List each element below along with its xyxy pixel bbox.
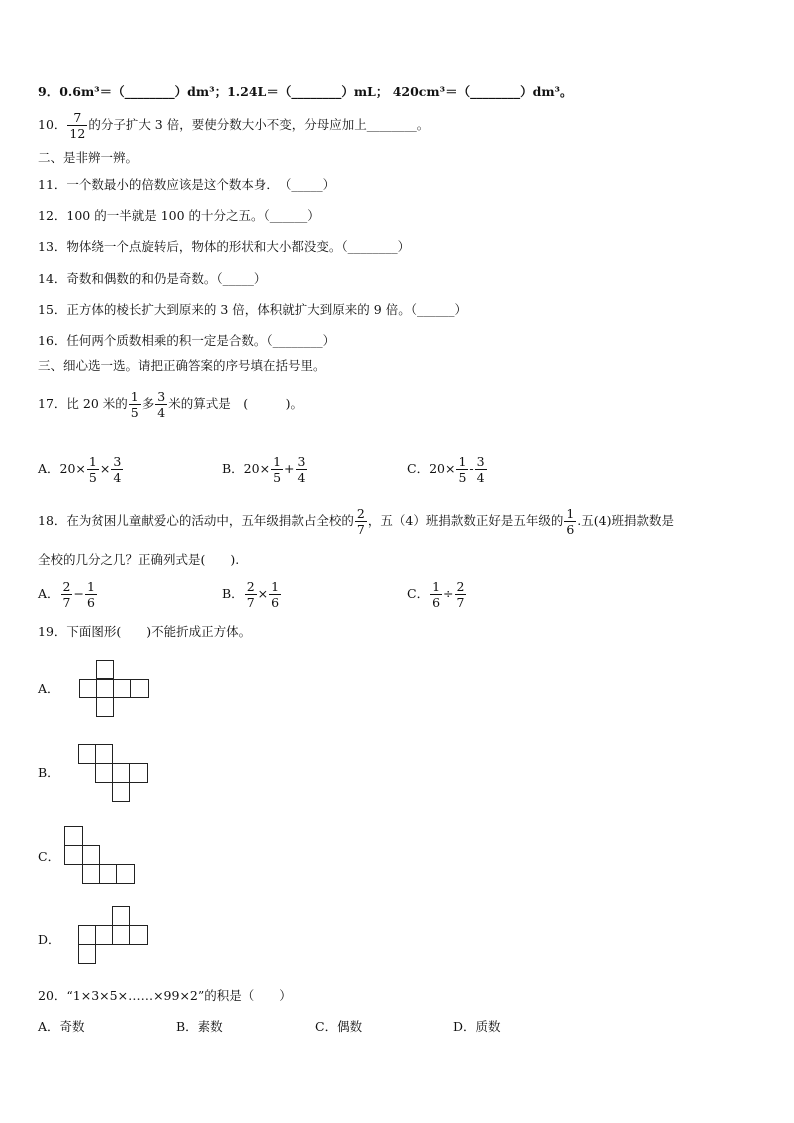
fraction-2-7 [355,506,367,537]
fraction [456,454,468,485]
numerator: 2 [246,579,255,594]
fraction-7-12 [67,110,87,141]
fraction [269,579,281,610]
operator: - [469,461,474,476]
q18-option-b[interactable] [222,579,282,610]
question-18-text-mid: ，五（4）班捐款数正好是五年级的 [367,513,564,528]
operator: × [257,586,269,601]
option-label: B．20× [222,461,271,476]
fraction [61,579,73,610]
q17-option-a[interactable] [38,454,124,485]
fraction [430,579,442,610]
cube-net-b [78,744,150,804]
question-19: 19．下面图形( )不能折成正方体。 [38,624,252,639]
question-18 [38,506,674,537]
q20-option-b[interactable]: B．素数 [176,1019,223,1034]
denominator: 5 [273,470,282,485]
question-17 [38,389,303,420]
option-label: A．20× [38,461,86,476]
operator: × [99,461,111,476]
question-10-text: 的分子扩大 3 倍，要使分数大小不变，分母应加上________。 [88,117,430,132]
question-15: 15．正方体的棱长扩大到原来的 3 倍，体积就扩大到原来的 9 倍。（______） [38,302,467,317]
section-3-title: 三、细心选一选。请把正确答案的序号填在括号里。 [38,358,326,373]
denominator: 7 [62,595,71,610]
question-17-text-end: 米的算式是 ( )。 [168,396,303,411]
numerator: 1 [432,579,441,594]
q20-option-d[interactable]: D．质数 [453,1019,501,1034]
q18-option-a[interactable] [38,579,98,610]
numerator: 1 [86,579,95,594]
operator: ÷ [443,586,454,601]
numerator: 1 [273,454,282,469]
question-9: 9．0.6m³＝（________）dm³；1.24L＝（________）mL； 420cm³＝（________）dm³。 [38,84,573,99]
denominator: 4 [297,470,306,485]
cube-net-d [78,906,150,966]
q19-option-b-label[interactable]: B． [38,765,60,780]
denominator: 7 [356,522,365,537]
numerator: 1 [566,506,575,521]
q17-option-c[interactable] [407,454,488,485]
denominator: 4 [476,470,485,485]
q20-option-a[interactable]: A．奇数 [38,1019,85,1034]
option-label: C．20× [407,461,456,476]
numerator: 2 [456,579,465,594]
denominator: 6 [271,595,280,610]
q19-option-a-label[interactable]: A． [38,681,60,696]
fraction-1-5 [129,389,141,420]
numerator: 1 [271,579,280,594]
denominator: 6 [432,595,441,610]
q19-option-c-label[interactable]: C． [38,849,61,864]
fraction [271,454,283,485]
question-18-text-end: .五(4)班捐款数是 [577,513,674,528]
question-20: 20．“1×3×5×……×99×2”的积是（ ） [38,988,292,1003]
fraction [455,579,467,610]
q19-option-d-label[interactable]: D． [38,932,61,947]
question-17-text-mid: 多 [141,396,155,411]
numerator: 1 [130,389,139,404]
denominator: 5 [130,405,139,420]
fraction-1-6 [564,506,576,537]
question-17-text-start: 17．比 20 米的 [38,396,128,411]
numerator: 1 [88,454,97,469]
numerator: 7 [67,110,87,126]
option-label: C． [407,586,430,601]
fraction [475,454,487,485]
fraction [111,454,123,485]
question-13: 13．物体绕一个点旋转后，物体的形状和大小都没变。（________） [38,239,411,254]
fraction [296,454,308,485]
q20-option-c[interactable]: C．偶数 [315,1019,363,1034]
numerator: 3 [297,454,306,469]
q17-option-b[interactable] [222,454,308,485]
denominator: 4 [113,470,122,485]
denominator: 7 [246,595,255,610]
q18-option-c[interactable] [407,579,467,610]
numerator: 3 [113,454,122,469]
fraction-3-4 [155,389,167,420]
operator: + [284,461,295,476]
question-14: 14．奇数和偶数的和仍是奇数。（_____） [38,271,267,286]
cube-net-c [64,826,138,886]
denominator: 12 [69,126,86,141]
numerator: 3 [157,389,166,404]
fraction [87,454,99,485]
operator: − [73,586,84,601]
question-10-number: 10． [38,117,67,132]
question-11: 11．一个数最小的倍数应该是这个数本身． （_____） [38,177,336,192]
denominator: 5 [458,470,467,485]
denominator: 6 [86,595,95,610]
numerator: 3 [476,454,485,469]
question-16: 16．任何两个质数相乘的积一定是合数。（________） [38,333,336,348]
fraction [245,579,257,610]
numerator: 1 [458,454,467,469]
denominator: 5 [88,470,97,485]
option-label: A． [38,586,60,601]
denominator: 4 [157,405,166,420]
numerator: 2 [62,579,71,594]
question-18-line-2: 全校的几分之几？正确列式是( ). [38,552,240,567]
section-2-title: 二、是非辨一辨。 [38,150,139,165]
denominator: 6 [566,522,575,537]
cube-net-a [79,660,151,718]
question-10 [38,110,429,141]
fraction [85,579,97,610]
question-18-text-start: 18．在为贫困儿童献爱心的活动中，五年级捐款占全校的 [38,513,354,528]
denominator: 7 [456,595,465,610]
option-label: B． [222,586,244,601]
numerator: 2 [356,506,365,521]
question-12: 12．100 的一半就是 100 的十分之五。（______） [38,208,320,223]
